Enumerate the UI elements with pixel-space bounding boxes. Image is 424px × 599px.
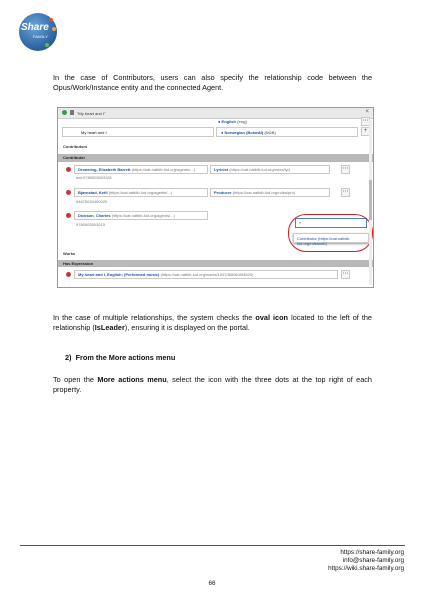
more-actions-button[interactable]: ⋯: [362, 118, 369, 124]
footer-email[interactable]: info@share-family.org: [342, 557, 404, 564]
more-actions-button[interactable]: ⋯: [342, 189, 349, 195]
document-icon: [70, 110, 74, 115]
lang-top-row: ● English (eng): [218, 119, 247, 124]
contributors-label: Contributors: [63, 144, 88, 149]
language-field[interactable]: ● Norwegian (Bokmål) (NOB): [216, 127, 358, 137]
add-language-button[interactable]: +: [361, 127, 370, 136]
close-icon[interactable]: ×: [365, 109, 369, 115]
page-number: 66: [208, 580, 216, 587]
plus-icon[interactable]: [62, 110, 67, 115]
more-actions-button[interactable]: ⋯: [342, 166, 349, 172]
highlight-oval: [288, 214, 373, 252]
footer-wiki[interactable]: https://wiki.share-family.org: [328, 565, 404, 572]
footer-website[interactable]: https://share-family.org: [340, 549, 404, 556]
footer-divider: [20, 545, 405, 546]
expression-field[interactable]: My heart and I, English; (Performed music) (https://uat.natbib-lod.org/works/1097/f680649f4520): [74, 270, 338, 279]
remove-icon[interactable]: [66, 167, 71, 172]
contributor-role-field[interactable]: Lyricist (https://uat.natbib-lod.org/roles/lyr): [210, 165, 330, 174]
lang-top: English: [221, 119, 236, 124]
share-family-logo: [19, 13, 57, 51]
logo-word: Share: [21, 22, 49, 33]
has-expression-header: Has Expression: [58, 260, 374, 267]
paragraph-more-actions: To open the More actions menu, select the icon with the three dots at the top right of each property.: [53, 375, 372, 394]
section-heading: 2) From the More actions menu: [65, 353, 176, 362]
title-field[interactable]: My heart and I: [62, 127, 214, 137]
scrollbar[interactable]: [369, 120, 372, 285]
screenshot-figure: "My heart and I" × ● English (eng) My heart and I ● Norwegian (Bokmål) (NOB) + ⋯ Contributors Contributor Drowning, Elizabeth Barrett (https://uat.natbib-lod.org/agents/...) isni:9780003003331 Lyricist (https://uat.natbib-lod.org/roles/lyr) ⋯ Bjørnstad, Ketil (https://uat.natbib-lod.org/agents/...) 64675030400020 Producer (https://uat.natbib-lod.org/roles/pro) ⋯ Dickson, Charles (https://uat.natbib-lod.org/agents/...) 9780003003015 ⌕ Contributor (https://uat.natbib-lod.org/roles/ctb) Works Has Expression My heart and I, English; (Performed music) (https://uat.natbib-lod.org/works/1097/f680649f4520) ⋯: [57, 107, 374, 288]
contributor-agent-field[interactable]: Dickson, Charles (https://uat.natbib-lod.org/agents/...): [74, 211, 208, 220]
logo-sub: FAMILY: [33, 34, 49, 39]
contributor-header: Contributor: [58, 154, 374, 162]
contributor-agent-field[interactable]: Bjørnstad, Ketil (https://uat.natbib-lod.org/agents/...): [74, 188, 208, 197]
more-actions-button[interactable]: ⋯: [342, 271, 349, 277]
remove-icon[interactable]: [66, 272, 71, 277]
works-label: Works: [63, 251, 76, 256]
search-icon: ⌕: [299, 220, 302, 225]
remove-icon[interactable]: [66, 190, 71, 195]
role-dropdown-option[interactable]: Contributor (https://uat.natbib-lod.org/roles/ctb): [293, 233, 369, 243]
contributor-agent-field[interactable]: Drowning, Elizabeth Barrett (https://uat.natbib-lod.org/agents/...): [74, 165, 208, 174]
paragraph-oval-icon: In the case of multiple relationships, the system checks the oval icon located to the left of the relationship (IsLeader), ensuring it is displayed on the portal.: [53, 313, 372, 332]
editor-title: "My heart and I": [77, 111, 106, 116]
contributor-role-field[interactable]: Producer (https://uat.natbib-lod.org/roles/pro): [210, 188, 330, 197]
remove-icon[interactable]: [66, 213, 71, 218]
intro-paragraph: In the case of Contributors, users can also specify the relationship code between the Opus/Work/Instance entity and the connected Agent.: [53, 73, 372, 92]
editor-titlebar: [58, 108, 373, 119]
